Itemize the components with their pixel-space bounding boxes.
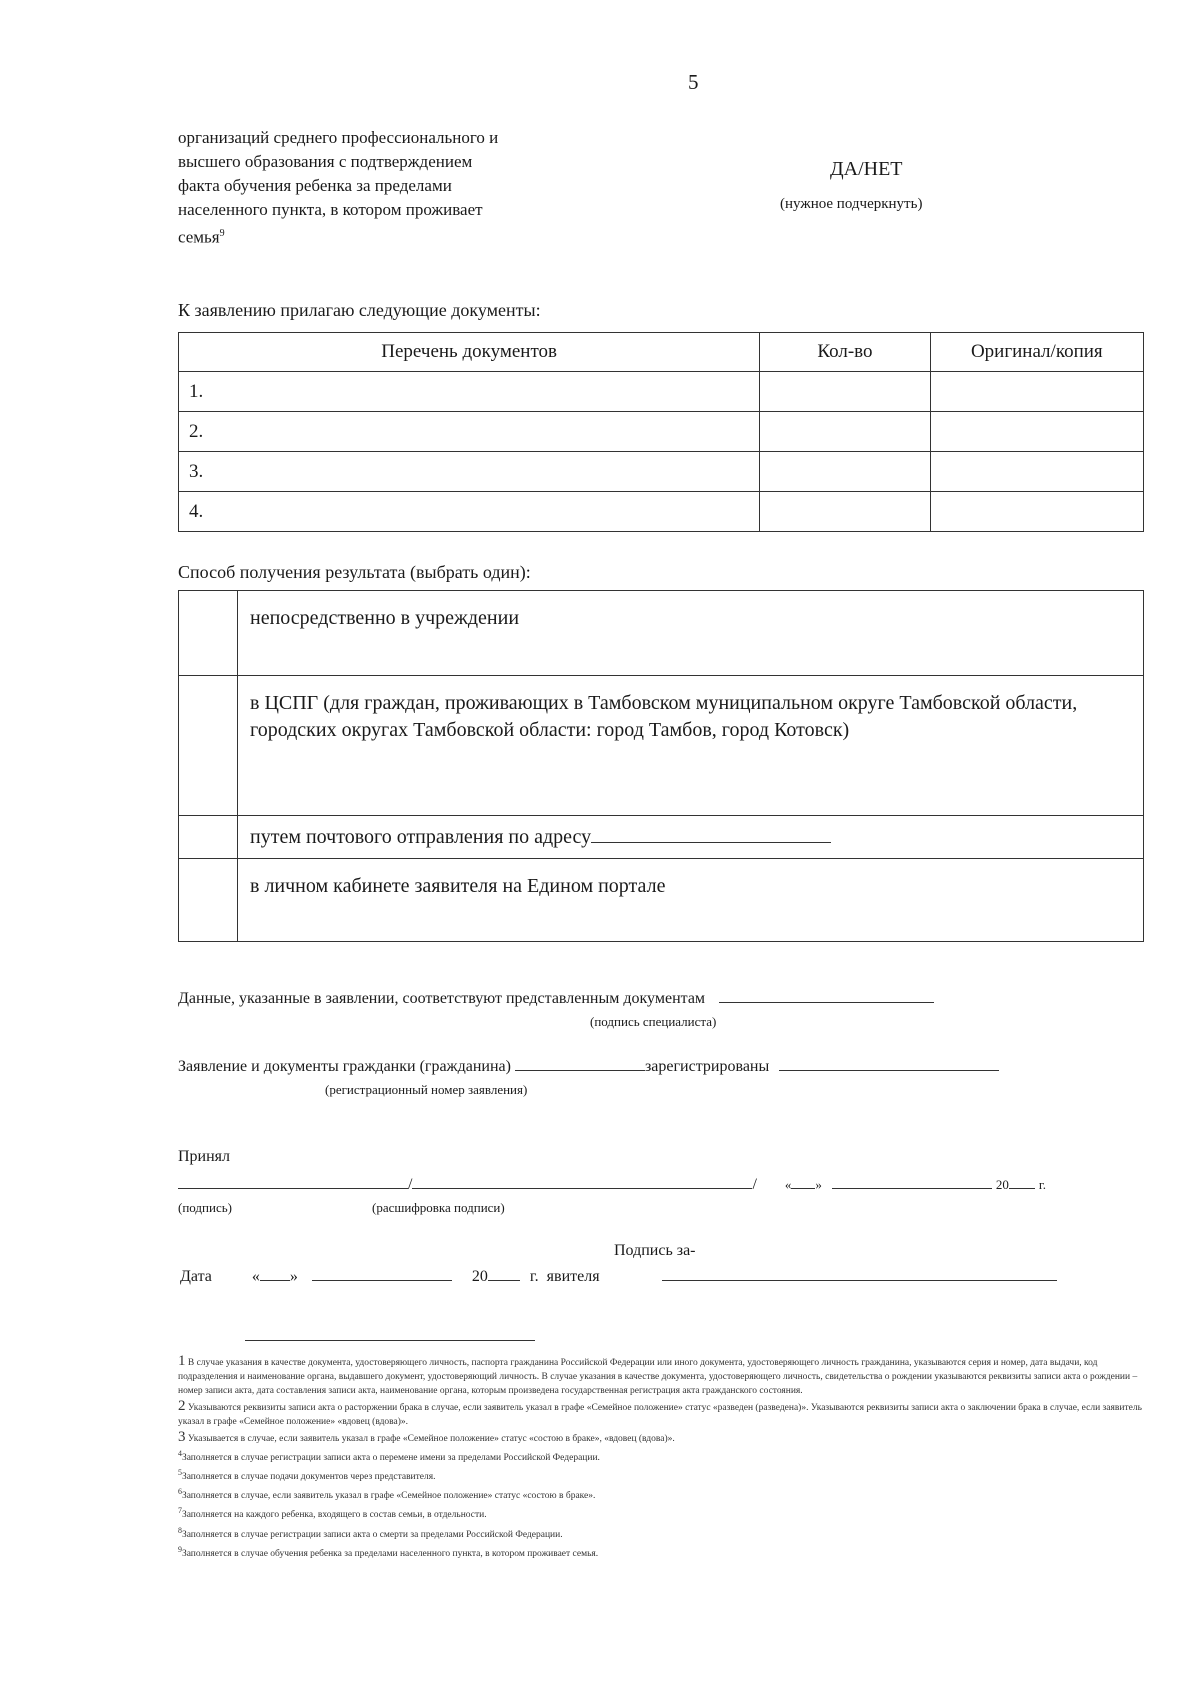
method-option-label: в личном кабинете заявителя на Едином портале	[238, 859, 1144, 942]
registration-line: Заявление и документы гражданки (гражданина) зарегистрированы	[178, 1058, 999, 1076]
specialist-signature-field[interactable]	[719, 1002, 934, 1003]
footnote: $^9$Заполняется в случае обучения ребенка за пределами населенного пункта, в котором проживает семья.	[178, 1544, 599, 1559]
doc-type-cell[interactable]	[930, 492, 1143, 532]
footnote: 3 Указывается в случае, если заявитель указал в графе «Семейное положение» статус «состою в браке», «вдовец (вдова)».	[178, 1429, 675, 1445]
text-line: семья$^9$	[178, 227, 225, 247]
method-option-row	[179, 676, 1144, 816]
method-option-label: путем почтового отправления по адресу	[238, 816, 1144, 859]
method-option-row	[179, 859, 1144, 942]
method-caption: Способ получения результата (выбрать один):	[178, 562, 531, 582]
registration-number-hint: (регистрационный номер заявления)	[325, 1082, 528, 1097]
decoding-hint: (расшифровка подписи)	[372, 1200, 505, 1215]
footnote-separator	[245, 1340, 535, 1341]
doc-name-cell[interactable]: 1.	[179, 372, 760, 412]
doc-name-cell[interactable]: 3.	[179, 452, 760, 492]
registration-number-field[interactable]	[515, 1070, 645, 1071]
table-row	[179, 452, 1144, 492]
doc-count-cell[interactable]	[760, 492, 930, 532]
footnote: $^7$Заполняется на каждого ребенка, входящего в состав семьи, в отдельности.	[178, 1506, 487, 1521]
doc-count-cell[interactable]	[760, 372, 930, 412]
text-line: населенного пункта, в котором проживает	[178, 200, 483, 219]
table-row	[179, 492, 1144, 532]
applicant-signature-label-1: Подпись за-	[614, 1242, 696, 1259]
footnote: $^4$Заполняется в случае регистрации записи акта о перемене имени за пределами Российской Федерации.	[178, 1449, 600, 1464]
signature-decoding-field[interactable]	[412, 1188, 752, 1189]
doc-name-cell[interactable]: 2.	[179, 412, 760, 452]
method-option-label: непосредственно в учреждении	[238, 591, 1144, 676]
footnote: $^8$Заполняется в случае регистрации записи акта о смерти за пределами Российской Федерации.	[178, 1525, 563, 1540]
month-field[interactable]	[832, 1188, 992, 1189]
yes-no-choice[interactable]: ДА/НЕТ	[830, 158, 903, 180]
accepted-label: Принял	[178, 1148, 231, 1165]
doc-type-cell[interactable]	[930, 412, 1143, 452]
table-row	[179, 372, 1144, 412]
date-line: Дата « » 20 г. явителя	[180, 1268, 1057, 1286]
header-original-copy: Оригинал/копия	[930, 333, 1143, 372]
method-option-row	[179, 591, 1144, 676]
doc-type-cell[interactable]	[930, 372, 1143, 412]
postal-address-field[interactable]	[591, 842, 831, 843]
footnote-mark: 9	[219, 228, 225, 239]
footnotes	[178, 1354, 1146, 1562]
method-checkbox[interactable]	[179, 816, 238, 859]
documents-caption: К заявлению прилагаю следующие документы:	[178, 300, 541, 320]
footnote: 2 Указываются реквизиты записи акта о расторжении брака в случае, если заявитель указал в графе «Семейное положение» статус «разведен (разведена)». Указываются реквизиты записи акта о заключении брака в случае, если заявитель указал в графе «Семейное положение» «вдовец (вдова)».	[178, 1398, 1142, 1427]
month-field[interactable]	[312, 1280, 452, 1281]
text-line: организаций среднего профессионального и	[178, 128, 499, 147]
method-option-label: в ЦСПГ (для граждан, проживающих в Тамбовском муниципальном округе Тамбовской области, городских округах Тамбовской области: город Тамбов, город Котовск)	[238, 676, 1144, 816]
text-line: высшего образования с подтверждением	[178, 152, 473, 171]
year-field[interactable]	[488, 1280, 520, 1281]
footnote: $^5$Заполняется в случае подачи документов через представителя.	[178, 1468, 436, 1483]
text-line: факта обучения ребенка за пределами	[178, 176, 452, 195]
footnote: 1 В случае указания в качестве документа, удостоверяющего личность, паспорта гражданина Российской Федерации или иного документа, удостоверяющего личность гражданина, указываются серия и номер, дата выдачи, код подразделения и наименование органа, выдавшего документ, удостоверяющий личность. В случае указания в качестве документа, удостоверяющего личность, свидетельства о рождении указываются реквизиты записи акта о рождении – номер записи акта, дата составления записи акта, наименование органа, которым произведена государственная регистрация акта гражданского состояния.	[178, 1353, 1138, 1396]
accepted-signature-line: / / « » 20 г.	[178, 1176, 1046, 1194]
page-number: 5	[688, 70, 699, 94]
table-header-row	[179, 333, 1144, 372]
method-checkbox[interactable]	[179, 591, 238, 676]
registration-date-field[interactable]	[779, 1070, 999, 1071]
doc-count-cell[interactable]	[760, 412, 930, 452]
accepted-signature-field[interactable]	[178, 1188, 408, 1189]
method-option-row	[179, 816, 1144, 859]
specialist-signature-hint: (подпись специалиста)	[590, 1014, 717, 1029]
header-count: Кол-во	[760, 333, 930, 372]
method-checkbox[interactable]	[179, 859, 238, 942]
doc-count-cell[interactable]	[760, 452, 930, 492]
header-doc-list: Перечень документов	[179, 333, 760, 372]
data-match-line: Данные, указанные в заявлении, соответствуют представленным документам	[178, 990, 934, 1008]
footnote: $^6$Заполняется в случае, если заявитель указал в графе «Семейное положение» статус «состою в браке».	[178, 1487, 596, 1502]
method-table	[178, 590, 1144, 942]
education-confirmation-text	[178, 126, 618, 250]
day-field[interactable]	[260, 1280, 290, 1281]
doc-type-cell[interactable]	[930, 452, 1143, 492]
yes-no-hint: (нужное подчеркнуть)	[780, 196, 923, 212]
year-field[interactable]	[1009, 1188, 1035, 1189]
table-row	[179, 412, 1144, 452]
doc-name-cell[interactable]: 4.	[179, 492, 760, 532]
day-field[interactable]	[791, 1188, 815, 1189]
method-checkbox[interactable]	[179, 676, 238, 816]
signature-hint: (подпись)	[178, 1200, 232, 1215]
documents-table	[178, 332, 1144, 532]
applicant-signature-field[interactable]	[662, 1280, 1057, 1281]
